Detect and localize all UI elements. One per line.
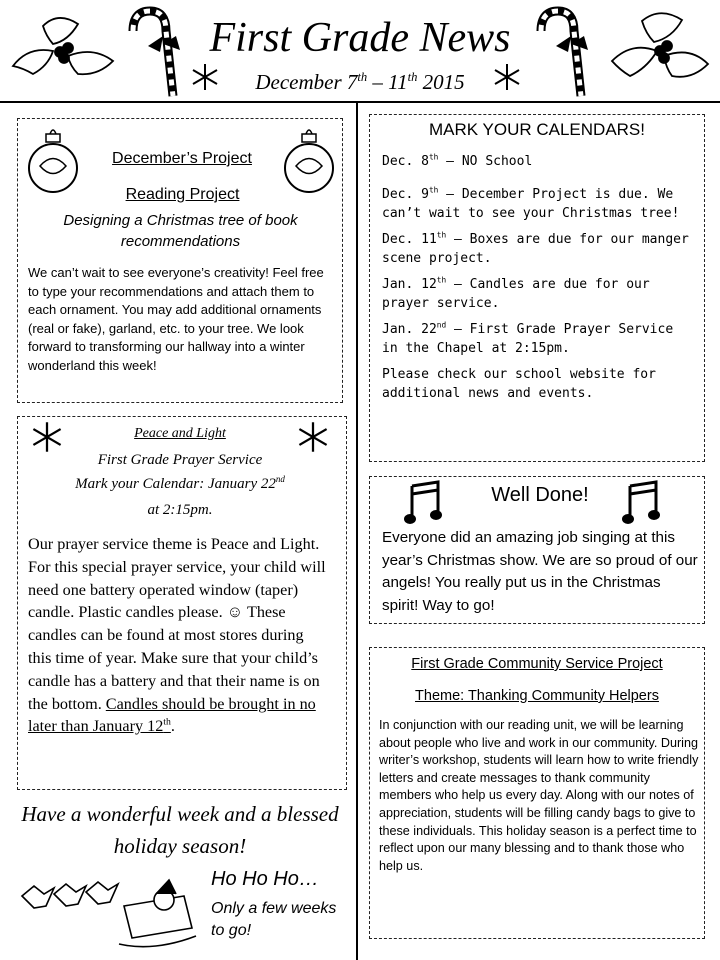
prayer-body: Our prayer service theme is Peace and Light. For this special prayer service, your child will need one battery operated window (taper) candle. Plastic candles please. ☺ These candles can be found at most stores during this time of year. Make sure that your child’s candle has a battery and that their name is on the bottom. Candles should be brought in no later than January 12th.: [28, 535, 326, 736]
calendar-footer: Please check our school website for additional news and events.: [382, 367, 656, 401]
music-note-icon: [622, 480, 662, 526]
calendar-item: Dec. 11th – Boxes are due for our manger scene project.: [382, 230, 689, 266]
music-note-icon: [404, 480, 444, 526]
calendar-item: Dec. 8th – NO School: [382, 152, 533, 169]
well-done-body: Everyone did an amazing job singing at this year’s Christmas show. We are so proud of our angels! You really put us in the Christmas spirit! Way to go!: [382, 529, 698, 614]
candle-deadline: Candles should be brought in no later than January 12th: [28, 694, 316, 736]
prayer-line4: at 2:15pm.: [147, 502, 213, 518]
project-subheading: Reading Project: [125, 186, 240, 203]
santa-sleigh-icon: [14, 866, 204, 956]
newsletter-dates: December 7th – 11th 2015: [255, 70, 465, 94]
service-theme: Theme: Thanking Community Helpers: [415, 688, 659, 704]
snowflake-icon: [296, 420, 330, 454]
well-done-heading: Well Done!: [491, 484, 589, 506]
project-heading: December’s Project: [112, 150, 252, 167]
prayer-line2: First Grade Prayer Service: [97, 452, 263, 468]
calendar-item: Jan. 22nd – First Grade Prayer Service in the Chapel at 2:15pm.: [382, 320, 674, 356]
calendar-heading: MARK YOUR CALENDARS!: [428, 120, 645, 139]
calendar-item: Jan. 12th – Candles are due for our prayer service.: [382, 275, 650, 311]
ho-ho-ho: Ho Ho Ho…: [211, 868, 319, 890]
snowflake-icon: [30, 420, 64, 454]
newsletter-title: First Grade News: [209, 15, 511, 61]
calendar-list: [382, 152, 692, 403]
prayer-line3: Mark your Calendar: January 22nd: [75, 474, 285, 492]
header-divider: [0, 101, 720, 103]
service-body: In conjunction with our reading unit, we will be learning about people who live and work in our community. During writer’s workshop, students will learn how to write friendly letters and create messages to thank community members who help us every day. Along with our notes of appreciation, students will be filling candy bags to give to these individuals. This holiday season is a perfect time to reflect upon our many blessing and to thank those who help us.: [379, 718, 699, 873]
service-heading: First Grade Community Service Project: [411, 656, 663, 672]
calendar-item: Dec. 9th – December Project is due. We can’t wait to see your Christmas tree!: [382, 185, 680, 221]
prayer-line1: Peace and Light: [134, 426, 226, 441]
few-weeks: Only a few weeks to go!: [211, 900, 337, 939]
project-body: We can’t wait to see everyone’s creativity! Feel free to type your recommendations and attach them to each ornament. You may add additional ornaments (real or fake), garland, etc. to your tree. We look forward to transforming our hallway into a winter wonderland this week!: [28, 265, 324, 373]
project-tagline: Designing a Christmas tree of book recommendations: [63, 212, 298, 250]
column-divider: [356, 103, 358, 960]
holiday-wish: Have a wonderful week and a blessed holiday season!: [21, 802, 339, 858]
